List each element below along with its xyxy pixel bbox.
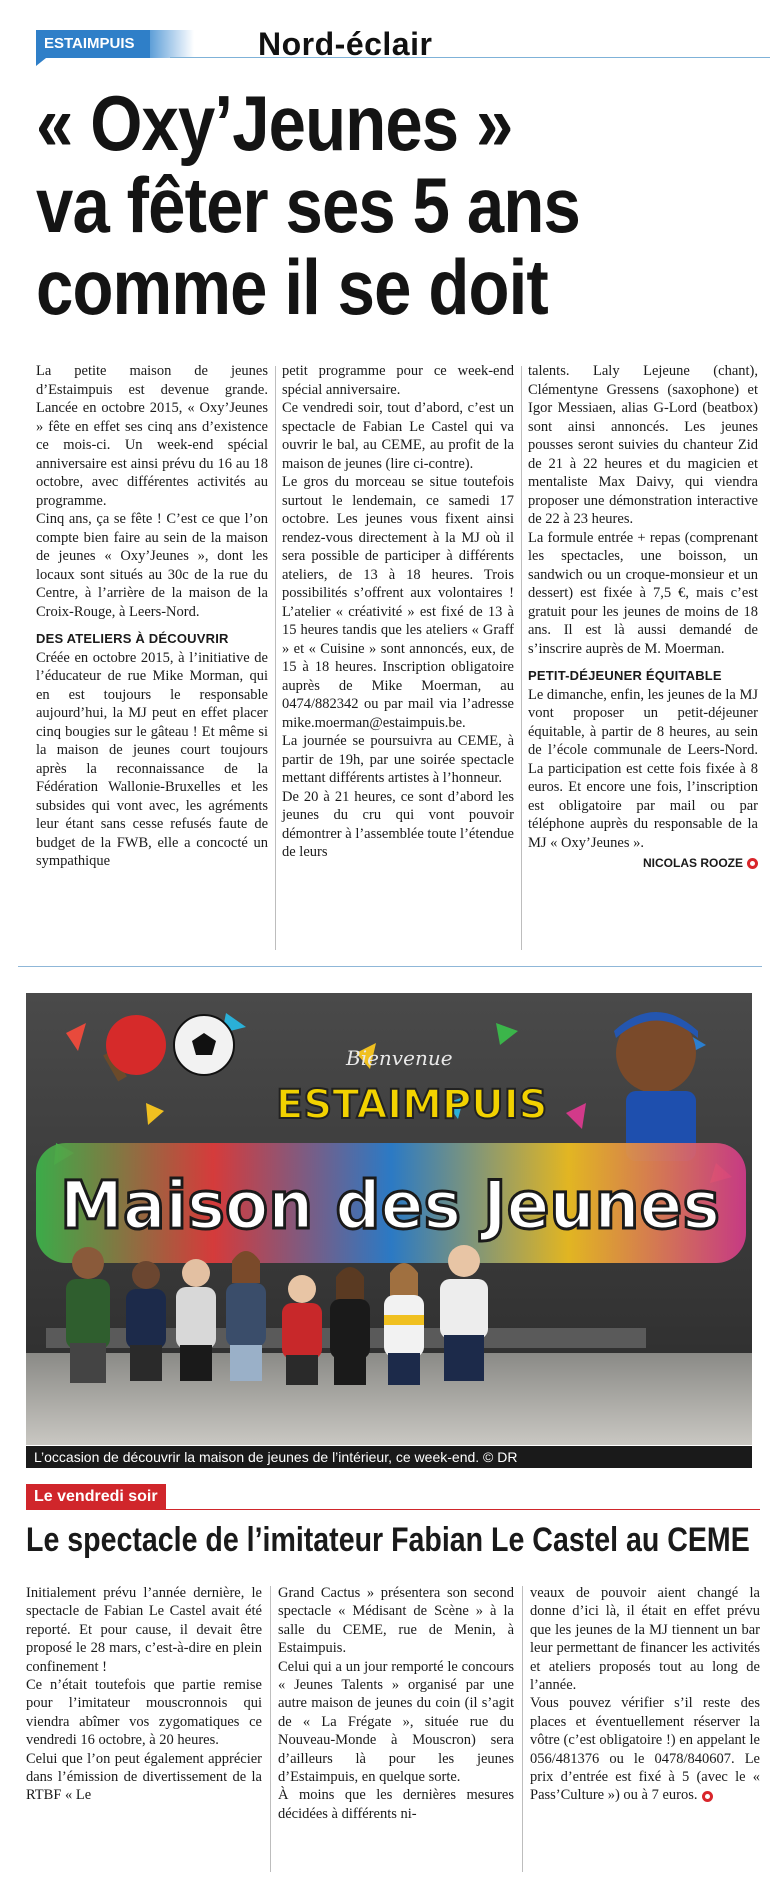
paragraph: Cinq ans, ça se fête ! C’est ce que l’on compte bien faire au sein de la maison de jeunes « Oxy’Jeunes », dont les locaux sont situés au 30c de la rue du Centre, à l’arrière de la maison de la Croix-Rouge, à Leers-Nord. <box>36 511 268 620</box>
photo-illustration <box>26 993 752 1445</box>
column-divider <box>270 1586 271 1872</box>
paragraph: talents. Laly Lejeune (chant), Clémentyne Gressens (saxophone) et Igor Messiaen, alias G-Lord (beatbox) sont ainsi annoncés. Les jeunes pousses seront suivies du chanteur Zid de 21 à 22 heures et du magicien et mentaliste Max Daivy, qui viendra proposer une démonstration interactive de 22 à 23 heures. <box>528 363 758 527</box>
sidebar-column-1 <box>26 1584 262 1805</box>
article-column-1 <box>36 362 268 871</box>
author-name: NICOLAS ROOZE <box>642 856 743 870</box>
column-divider <box>522 1586 523 1872</box>
sidebar-title: Le spectacle de l’imitateur Fabian Le Castel au CEME <box>26 1521 750 1559</box>
paragraph: Initialement prévu l’année dernière, le spectacle de Fabian Le Castel avait été reporté. Et pour cause, il devait être proposé le 28 mars, c’est-à-dire en plein confinement ! <box>26 1585 262 1675</box>
paragraph: Ce vendredi soir, tout d’abord, c’est un spectacle de Fabian Le Castel qui va ouvrir le bal, au CEME, au profit de la maison de jeunes (lire ci-contre). <box>282 400 514 472</box>
paragraph <box>530 1694 760 1804</box>
headline-line-1: « Oxy’Jeunes » <box>36 79 513 167</box>
subheading: DES ATELIERS À DÉCOUVRIR <box>36 631 229 646</box>
paragraph: La formule entrée + repas (comprenant les spectacles, une boisson, un sandwich ou un croque-monsieur et un dessert) est fixée à 7,5 €, mais c’est gratuit pour les jeunes de moins de 18 ans. Il est là aussi demandé de s’inscrire auprès de M. Moerman. <box>528 529 758 657</box>
person <box>226 1251 266 1381</box>
paragraph: Celui que l’on peut également apprécier dans l’émission de divertissement de la RTBF « Le <box>26 1750 262 1804</box>
person <box>330 1267 370 1385</box>
sidebar-column-3 <box>530 1584 760 1805</box>
column-divider <box>521 366 522 950</box>
article-column-2 <box>282 362 514 862</box>
mural-maison-des-jeunes-text: Maison des Jeunes <box>60 1167 720 1244</box>
sidebar-column-2 <box>278 1584 514 1823</box>
photo-caption: L’occasion de découvrir la maison de jeunes de l’intérieur, ce week-end. © DR <box>26 1446 752 1468</box>
section-separator <box>18 966 762 967</box>
mural-bienvenue-text: Bienvenue <box>346 1046 453 1070</box>
section-tag-notch <box>36 58 46 66</box>
paragraph: La petite maison de jeunes d’Estaimpuis est devenue grande. Lancée en octobre 2015, « Oxy’Jeunes » fête en effet ses cinq ans d’existence ce mois-ci. Un week-end spécial anniversaire est ainsi prévu du 16 au 18 octobre, avec différentes activités au programme. <box>36 363 268 509</box>
article-column-3 <box>528 362 758 873</box>
subheading: PETIT-DÉJEUNER ÉQUITABLE <box>528 668 722 683</box>
paragraph: Ce n’était toutefois que partie remise pour l’imitateur mouscronnois qui viendra abîmer vos zygomatiques ce vendredi 16 octobre, à 20 heures. <box>26 1677 262 1749</box>
paragraph: La journée se poursuivra au CEME, à partir de 19h, par une soirée spectacle mettant différents artistes à l’honneur. <box>282 733 514 786</box>
mural-estaimpuis-text: ESTAIMPUIS <box>276 1082 548 1128</box>
paragraph: De 20 à 21 heures, ce sont d’abord les jeunes du cru qui vont pouvoir démontrer à l’assemblée toute l’étendue de leurs <box>282 788 514 860</box>
football-icon <box>174 1015 234 1075</box>
paragraph: Le dimanche, enfin, les jeunes de la MJ vont proposer un petit-déjeuner équitable, à partir de 8 heures, au sein de l’école communale de Leers-Nord. La participation est cette fois fixée à 8 euros. Et encore une fois, l’inscription est obligatoire par mail ou par téléphone auprès du responsable de la MJ « Oxy’Jeunes ». <box>528 686 758 851</box>
paragraph: veaux de pouvoir aient changé la donne d’ici là, il était en effet prévu que les jeunes de la MJ tiennent un bar leur permettant de financer les activités et ateliers proposés tout au long de l’année. <box>530 1585 760 1694</box>
headline-line-3: comme il se doit <box>36 243 548 331</box>
sidebar-tag: Le vendredi soir <box>26 1484 166 1510</box>
paragraph: Grand Cactus » présentera son second spectacle « Médisant de Scène » à la salle du CEME, rue de Menin, à Estaimpuis. <box>278 1585 514 1657</box>
paragraph: À moins que les dernières mesures décidées à différents ni- <box>278 1787 514 1822</box>
person <box>384 1263 424 1385</box>
section-tag: ESTAIMPUIS <box>36 30 164 58</box>
paragraph: Le gros du morceau se situe toutefois surtout le lendemain, ce samedi 17 octobre. Les jeunes vous fixent ainsi rendez-vous directement à la MJ où il sera possible de participer à différents ateliers, de 13 à 18 heures. Trois possibilités s’offrent aux volontaires ! L’atelier « créativité » est fixé de 13 à 15 heures tandis que les ateliers « Graff » et « Cuisine » sont annoncés, eux, de 15 à 18 heures. Inscription obligatoire auprès de Mike Moerman, au 0474/882342 ou par mail via l’adresse mike.moerman@estaimpuis.be. <box>282 474 514 731</box>
section-tag-fade <box>150 30 194 58</box>
article-photo <box>26 993 752 1445</box>
column-divider <box>275 366 276 950</box>
newspaper-name: Nord-éclair <box>258 26 433 62</box>
sidebar-rule <box>26 1509 760 1510</box>
end-mark-icon <box>702 1791 713 1802</box>
byline <box>528 854 758 873</box>
paragraph: Celui qui a un jour remporté le concours « Jeunes Talents » organisé par une autre maison de jeunes du coin (il s’agit de « La Frégate », située rue du Nouveau-Monde à Mouscron) sera d’ailleurs là pour les jeunes d’Estaimpuis, en quelque sorte. <box>278 1658 514 1786</box>
headline-line-2: va fêter ses 5 ans <box>36 161 580 249</box>
headline <box>36 79 655 331</box>
paragraph-text: Vous pouvez vérifier s’il reste des places et éventuellement réserver la vôtre (c’est obligatoire !) en appelant le 056/481376 ou le 0478/840607. Le prix d’entrée est fixé à 5 (avec le « Pass’Culture ») ou à 7 euros. <box>530 1695 760 1804</box>
paragraph: Créée en octobre 2015, à l’initiative de l’éducateur de rue Mike Morman, qui en est toujours le responsable aujourd’hui, la MJ peut en effet placer cinq bougies sur le gâteau ! Et même si la maison de jeunes court toujours après la reconnaissance de la Fédération Wallonie-Bruxelles et les subsides qui vont avec, les agréments leur étant sans cesse refusés faute de budget de la FWB, elle a concocté un sympathique <box>36 649 268 869</box>
end-mark-icon <box>747 858 758 869</box>
paragraph: petit programme pour ce week-end spécial anniversaire. <box>282 363 514 398</box>
